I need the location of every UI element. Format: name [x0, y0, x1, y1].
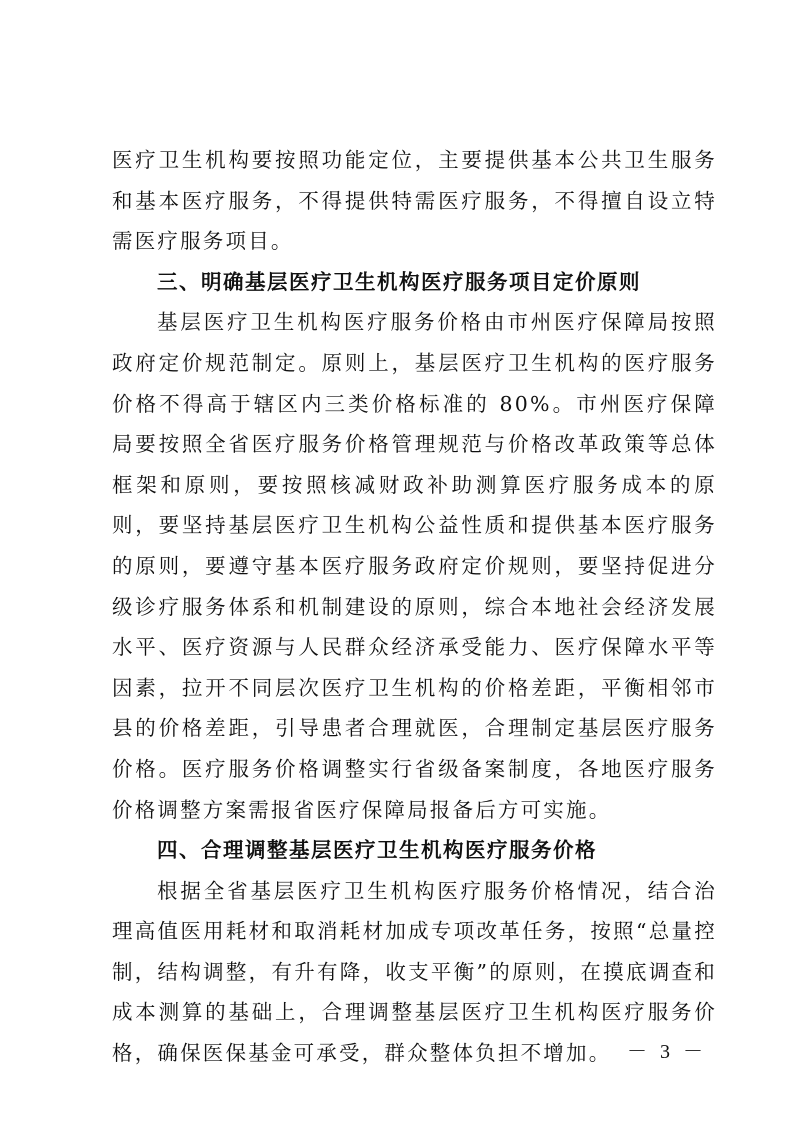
section-heading-4: 四、合理调整基层医疗卫生机构医疗服务价格: [157, 838, 597, 863]
paragraph-pricing-principles: 基层医疗卫生机构医疗服务价格由市州医疗保障局按照政府定价规范制定。原则上，基层医疗卫生机构的医疗服务价格不得高于辖区内三类价格标准的 80%。市州医疗保障局要按照全省医疗服务价格管理规范与价格改革政策等总体框架和原则，要按照核减财政补助测算医疗服务成本的原则，要坚持基层医疗卫生机构公益性质和提供基本医疗服务的原则，要遵守基本医疗服务政府定价规则，要坚持促进分级诊疗服务体系和机制建设的原则，综合本地社会经济发展水平、医疗资源与人民群众经济承受能力、医疗保障水平等因素，拉开不同层次医疗卫生机构的价格差距，平衡相邻市县的价格差距，引导患者合理就医，合理制定基层医疗服务价格。医疗服务价格调整实行省级备案制度，各地医疗服务价格调整方案需报省医疗保障局报备后方可实施。: [112, 310, 717, 822]
section-heading-3: 三、明确基层医疗卫生机构医疗服务项目定价原则: [157, 269, 641, 294]
paragraph-continuation: 医疗卫生机构要按照功能定位，主要提供基本公共卫生服务和基本医疗服务，不得提供特需医疗服务，不得擅自设立特需医疗服务项目。: [112, 148, 717, 254]
page-number: － 3 －: [627, 1041, 707, 1063]
document-body: [112, 140, 717, 1074]
paragraph-price-adjustment: 根据全省基层医疗卫生机构医疗服务价格情况，结合治理高值医用耗材和取消耗材加成专项改革任务，按照“总量控制，结构调整，有升有降，收支平衡”的原则，在摸底调查和成本测算的基础上，合理调整基层医疗卫生机构医疗服务价格，确保医保基金可承受，群众整体负担不增加。: [112, 878, 717, 1066]
